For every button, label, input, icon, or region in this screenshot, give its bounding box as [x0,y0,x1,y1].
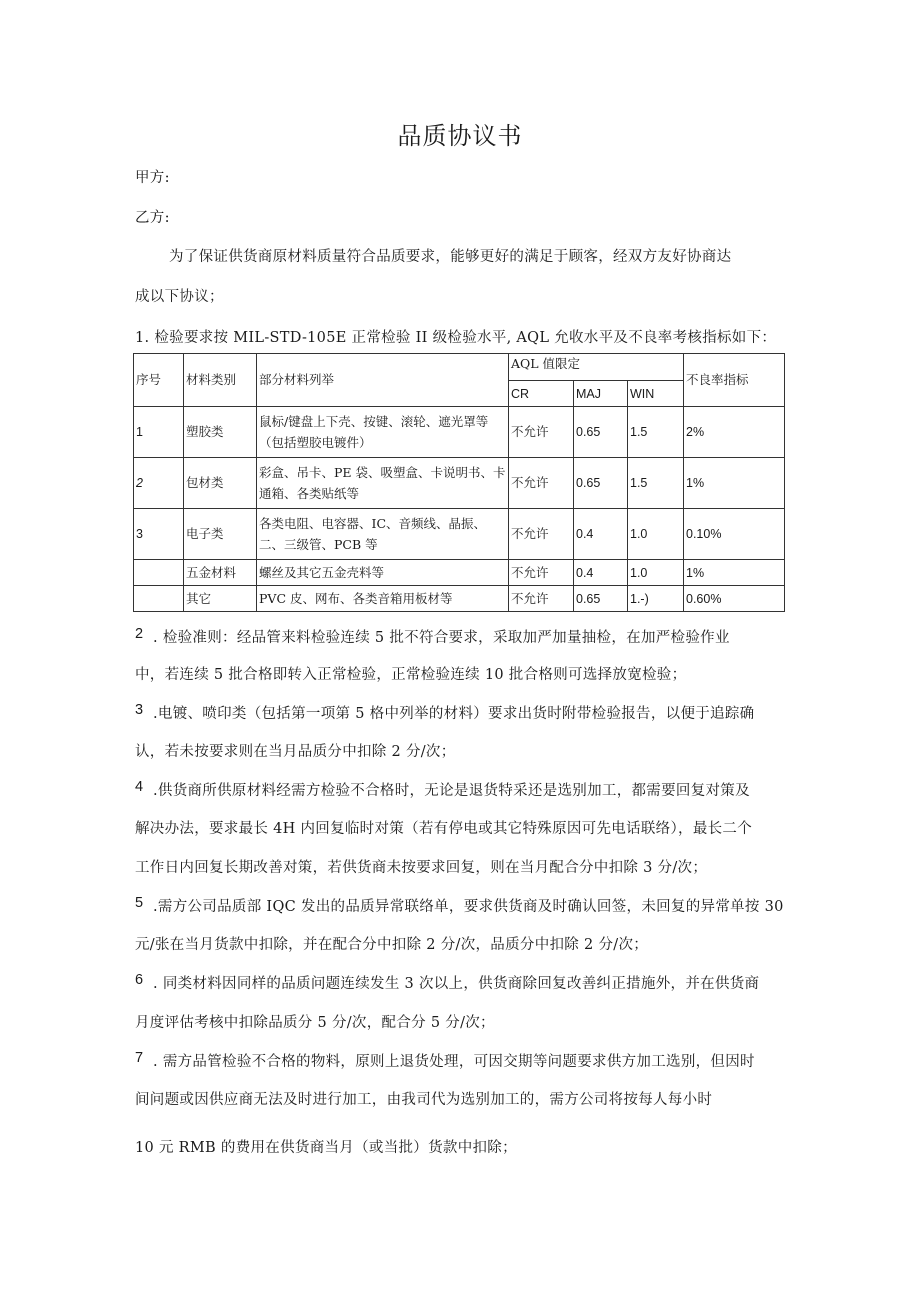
header-category: 材料类别 [184,354,257,407]
row-maj: 0.65 [574,458,628,509]
item-6-line-2: 月度评估考核中扣除品质分 5 分/次，配合分 5 分/次； [135,1015,495,1031]
row-maj: 0.65 [574,586,628,612]
item-2-line-1: . 检验准则：经品管来料检验连续 5 批不符合要求，采取加严加量抽检，在加严检验作业 [153,630,730,646]
party-b-label: 乙方: [135,210,170,226]
row-materials: PVC 皮、网布、各类音箱用板材等 [257,586,509,612]
row-seq: 1 [134,407,184,458]
row-cr: 不允许 [509,458,574,509]
item-5-line-1: .需方公司品质部 IQC 发出的品质异常联络单，要求供货商及时确认回签，未回复的异常单按 30 [153,899,784,915]
item-6-number: 6 [135,972,144,988]
row-win: 1.0 [628,560,684,586]
row-maj: 0.65 [574,407,628,458]
row-win: 1.-) [628,586,684,612]
header-cr: CR [509,381,574,407]
item-3-number: 3 [135,702,144,718]
row-seq [134,586,184,612]
aql-spec-table [133,353,785,612]
row-category: 电子类 [184,509,257,560]
header-aql: AQL 值限定 [509,354,684,381]
party-a-label: 甲方: [135,170,170,186]
row-cr: 不允许 [509,509,574,560]
row-category: 塑胶类 [184,407,257,458]
table-row [134,407,785,458]
document-title: 品质协议书 [397,122,523,150]
item-4-number: 4 [135,779,144,795]
row-maj: 0.4 [574,560,628,586]
header-win: WIN [628,381,684,407]
row-defect: 0.10% [684,509,785,560]
item-4-line-1: .供货商所供原材料经需方检验不合格时，无论是退货特采还是选别加工，都需要回复对策及 [153,783,750,799]
row-seq: 3 [134,509,184,560]
item-4-line-3: 工作日内回复长期改善对策，若供货商未按要求回复，则在当月配合分中扣除 3 分/次； [135,860,708,876]
item-7-line-2: 间问题或因供应商无法及时进行加工，由我司代为选别加工的，需方公司将按每人每小时 [135,1092,713,1108]
row-defect: 0.60% [684,586,785,612]
row-materials: 各类电阻、电容器、IC、音频线、晶振、二、三级管、PCB 等 [257,509,509,560]
row-materials: 鼠标/键盘上下壳、按键、滚轮、遮光罩等（包括塑胶电镀件） [257,407,509,458]
row-win: 1.5 [628,458,684,509]
item-2-number: 2 [135,626,144,642]
item-6-line-1: . 同类材料因同样的品质问题连续发生 3 次以上，供货商除回复改善纠正措施外，并在供货商 [153,976,760,992]
item-1-text: 1. 检验要求按 MIL-STD-105E 正常检验 II 级检验水平, AQL 允收水平及不良率考核指标如下： [135,330,777,346]
header-seq: 序号 [134,354,184,407]
row-cr: 不允许 [509,560,574,586]
item-7-number: 7 [135,1050,144,1066]
row-win: 1.0 [628,509,684,560]
row-materials: 螺丝及其它五金壳料等 [257,560,509,586]
row-win: 1.5 [628,407,684,458]
intro-line-2: 成以下协议； [135,289,224,305]
table-row [134,509,785,560]
item-7-line-1: . 需方品管检验不合格的物料，原则上退货处理，可因交期等问题要求供方加工选别，但因时 [153,1054,755,1070]
table-row [134,560,785,586]
row-category: 其它 [184,586,257,612]
table-row [134,586,785,612]
row-defect: 1% [684,560,785,586]
header-materials: 部分材料列举 [257,354,509,407]
item-5-number: 5 [135,895,144,911]
header-defect-rate: 不良率指标 [684,354,785,407]
row-materials: 彩盒、吊卡、PE 袋、吸塑盒、卡说明书、卡通箱、各类贴纸等 [257,458,509,509]
item-5-line-2: 元/张在当月货款中扣除，并在配合分中扣除 2 分/次，品质分中扣除 2 分/次； [135,937,649,953]
header-maj: MAJ [574,381,628,407]
row-category: 五金材料 [184,560,257,586]
item-3-line-1: .电镀、喷印类（包括第一项第 5 格中列举的材料）要求出货时附带检验报告，以便于追踪确 [153,706,755,722]
table-row [134,458,785,509]
row-seq [134,560,184,586]
intro-line-1: 为了保证供货商原材料质量符合品质要求，能够更好的满足于顾客，经双方友好协商达 [169,249,732,265]
row-seq: 2 [134,458,184,509]
row-defect: 2% [684,407,785,458]
row-cr: 不允许 [509,407,574,458]
table-header-row [134,354,785,381]
item-4-line-2: 解决办法，要求最长 4H 内回复临时对策（若有停电或其它特殊原因可先电话联络），最长二个 [135,821,753,837]
row-defect: 1% [684,458,785,509]
item-2-line-2: 中，若连续 5 批合格即转入正常检验，正常检验连续 10 批合格则可选择放宽检验； [135,667,687,683]
row-category: 包材类 [184,458,257,509]
item-3-line-2: 认，若未按要求则在当月品质分中扣除 2 分/次； [135,744,456,760]
row-maj: 0.4 [574,509,628,560]
item-7-line-3: 10 元 RMB 的费用在供货商当月（或当批）货款中扣除； [135,1140,517,1156]
row-cr: 不允许 [509,586,574,612]
